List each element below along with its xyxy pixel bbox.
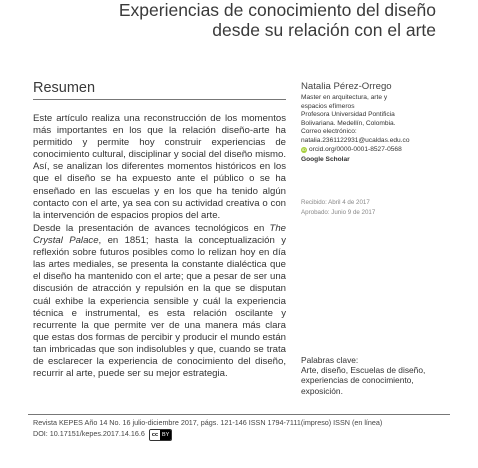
journal-citation: Revista KEPES Año 14 No. 16 julio-diciembre 2017, págs. 121-146 ISSN 1794-7111(impreso) ISSN (en línea)	[33, 418, 383, 427]
orcid-icon: iD	[302, 146, 306, 152]
cc-license-badge[interactable]	[149, 429, 172, 441]
resumen-heading: Resumen	[33, 80, 96, 96]
doi-text[interactable]: DOI: 10.17151/kepes.2017.14.16.6	[33, 429, 145, 439]
orcid-text: orcid.org/0000-0001-8527-0568	[309, 145, 402, 153]
footer-divider	[28, 414, 450, 415]
google-scholar-link[interactable]: Google Scholar	[301, 156, 350, 164]
cc-icon: cc	[151, 431, 159, 438]
author-email[interactable]: natalia.2361122931@ucaldas.edu.co	[301, 136, 410, 144]
orcid-link[interactable]	[301, 146, 451, 155]
doi-row	[33, 429, 453, 441]
heading-divider	[33, 99, 286, 100]
journal-footer	[33, 418, 453, 441]
author-name: Natalia Pérez-Orrego	[301, 81, 392, 92]
article-title	[116, 0, 436, 40]
author-affiliation: Profesora Universidad Pontificia	[301, 111, 395, 119]
author-credential: Master en arquitectura, arte y	[301, 94, 388, 101]
keywords-block	[301, 355, 451, 396]
title-line-1: Experiencias de conocimiento del diseño	[118, 0, 436, 20]
keywords-label: Palabras clave:	[301, 355, 359, 365]
author-info	[301, 81, 451, 165]
abstract-p2-rest: , en 1851; hasta la conceptualización y reflexión sobre futuros posibles como lo relizan hoy en día las artes mediales, se presenta la constante dialéctica que el diseño ha mantenido con el arte; que a pesar de ser una discusión de atracción y repulsión en la que se disputan cuál exhibe la experiencia sensible y cuál la experiencia técnica e instrumental, es esta relación oscilante y recurrente la que permite ver de una manera más clara que estas dos formas de percibir y producir el mundo están tan imbricadas que son indisolubles y que, cuando se trata de esclarecer la experiencia de conocimiento del diseño, recurrir al arte, puede ser su mejor estrategia.	[33, 235, 286, 380]
email-label: Correo electrónico:	[301, 128, 357, 136]
approved-date: Aprobado: Junio 9 de 2017	[301, 209, 376, 216]
received-date: Recibido: Abril 4 de 2017	[301, 199, 370, 206]
keyword-line: Arte, diseño, Escuelas de diseño,	[301, 365, 426, 376]
title-line-2: desde su relación con el arte	[212, 20, 436, 40]
abstract-paragraph-2	[33, 223, 286, 380]
abstract-paragraph-1: Este artículo realiza una reconstrucción de los momentos más importantes en los que la relación diseño-arte ha permitido y permite hoy construir experiencias de conocimiento cultural, disciplinar y social del diseño mismo. Así, se analizan los diferentes momentos históricos en los que el diseño se ha expuesto ante el público o se ha enseñado en las escuelas y en los que ha tenido algún contacto con el arte, ya sea con su actividad creativa o con la intervención de espacios propios del arte.	[33, 113, 286, 221]
author-affiliation: Bolivariana. Medellín, Colombia.	[301, 119, 396, 127]
crystal-palace-title: The Crystal Palace	[33, 223, 286, 247]
keyword-line: experiencias de conocimiento,	[301, 375, 414, 386]
submission-dates	[301, 198, 375, 218]
by-icon: BY	[162, 431, 170, 438]
keyword-line: exposición.	[301, 385, 343, 396]
abstract-p2-start: Desde la presentación de avances tecnológicos en	[33, 223, 270, 234]
author-credential: espacios efímeros	[301, 102, 355, 110]
